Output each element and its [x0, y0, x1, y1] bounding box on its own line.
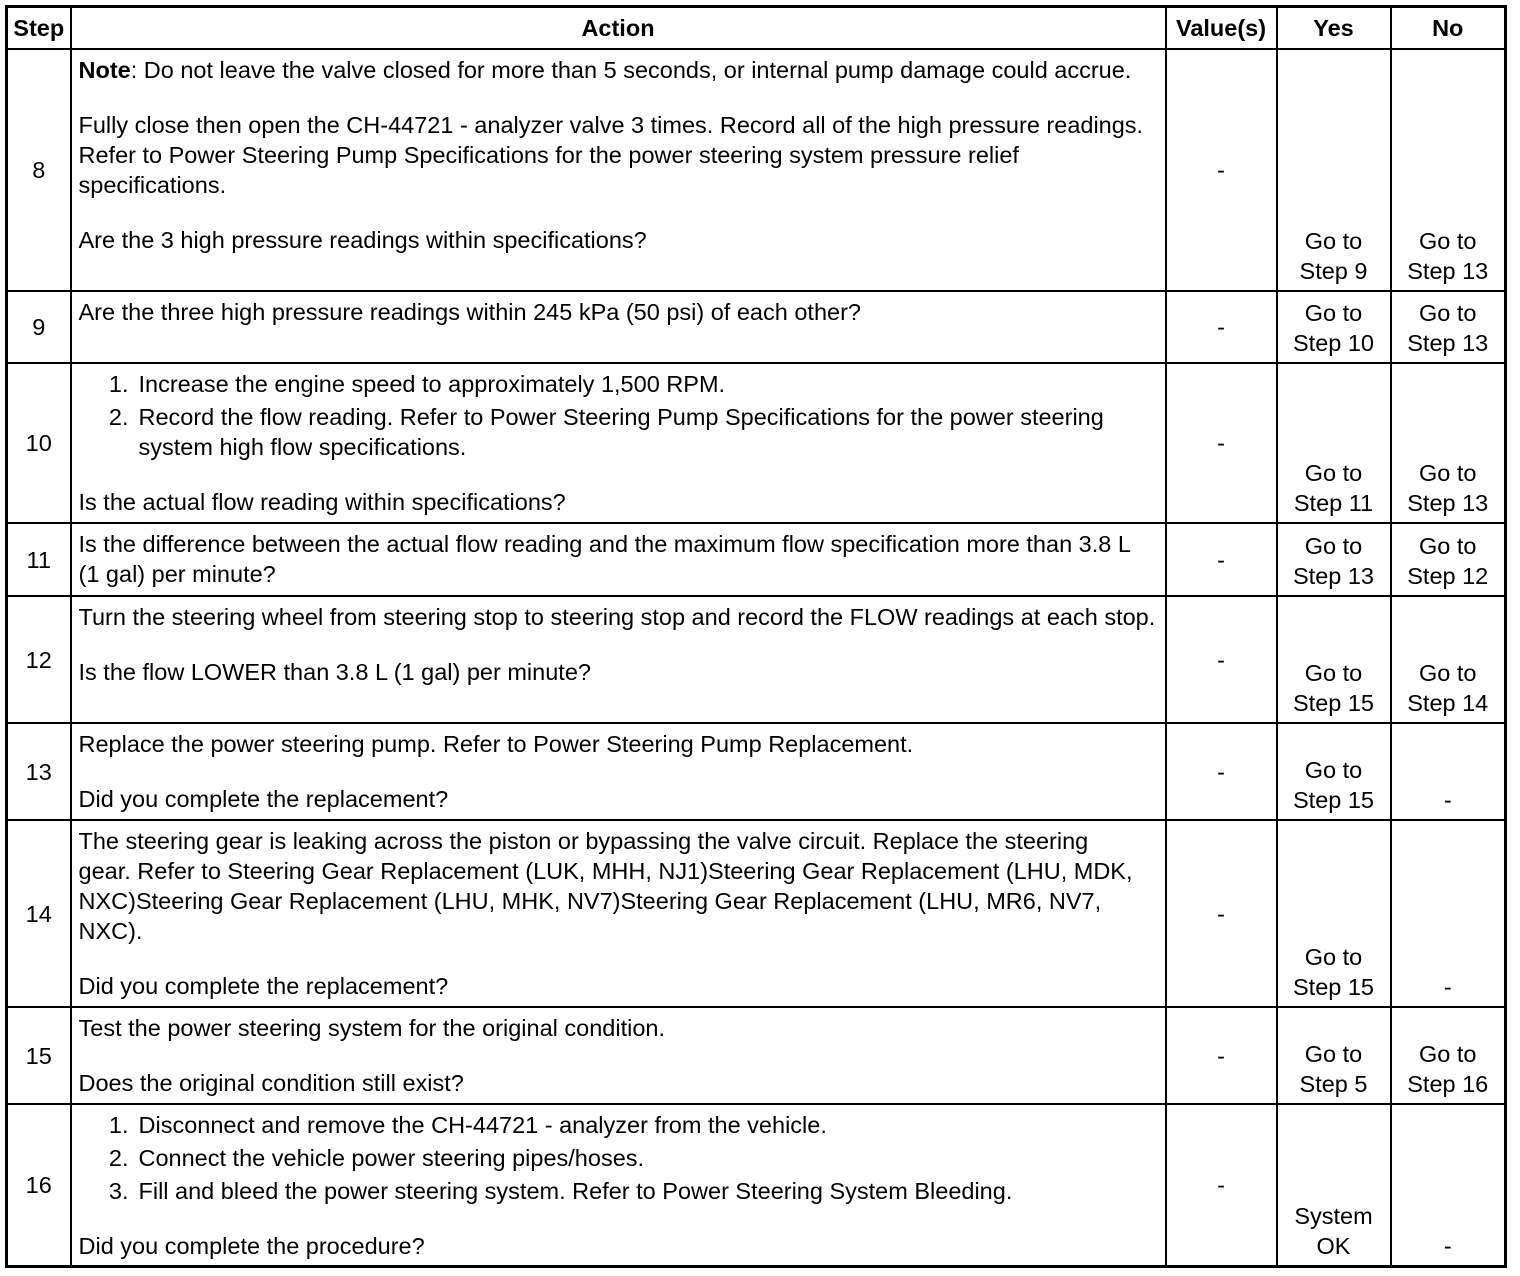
list-text: Increase the engine speed to approximately 1,500 RPM.	[138, 371, 726, 397]
yes-text: Go to Step 5	[1299, 1041, 1368, 1097]
yes-text: Go to Step 15	[1292, 660, 1374, 716]
instruction-text: Test the power steering system for the original condition.	[78, 1015, 665, 1041]
question-text: Did you complete the replacement?	[78, 786, 449, 812]
numbered-list	[79, 1110, 1157, 1206]
list-item	[79, 1176, 1157, 1206]
value-cell: -	[1166, 1007, 1277, 1104]
yes-text: System OK	[1294, 1203, 1373, 1259]
no-cell: -	[1391, 1104, 1506, 1267]
action-cell	[71, 291, 1166, 363]
action-cell	[71, 523, 1166, 596]
yes-cell	[1277, 1007, 1391, 1104]
table-row	[7, 49, 1506, 291]
instruction-text: Replace the power steering pump. Refer to Power Steering Pump Replacement.	[78, 731, 914, 757]
yes-text: Go to Step 9	[1299, 228, 1368, 284]
list-text: Fill and bleed the power steering system. Refer to Power Steering System Bleeding.	[138, 1178, 1013, 1204]
table-row	[7, 1007, 1506, 1104]
list-number: 1.	[108, 1112, 129, 1138]
table-row	[7, 291, 1506, 363]
no-text: Go to Step 13	[1407, 300, 1489, 356]
value-cell: -	[1166, 523, 1277, 596]
step-number: 8	[7, 49, 71, 291]
yes-text: Go to Step 10	[1292, 300, 1374, 356]
header-values: Value(s)	[1166, 7, 1277, 50]
question-text: Did you complete the procedure?	[78, 1233, 425, 1259]
question-text: Are the three high pressure readings within 245 kPa (50 psi) of each other?	[78, 299, 861, 325]
yes-cell	[1277, 596, 1391, 723]
note	[79, 55, 1157, 85]
no-cell	[1391, 363, 1506, 523]
header-row	[7, 7, 1506, 50]
table-row	[7, 723, 1506, 820]
step-number: 12	[7, 596, 71, 723]
question-text: Is the flow LOWER than 3.8 L (1 gal) per minute?	[78, 659, 591, 685]
yes-cell	[1277, 363, 1391, 523]
yes-cell	[1277, 820, 1391, 1007]
yes-cell	[1277, 523, 1391, 596]
value-cell: -	[1166, 363, 1277, 523]
action-cell	[71, 363, 1166, 523]
no-cell: -	[1391, 723, 1506, 820]
list-number: 2.	[108, 1145, 129, 1171]
action-cell	[71, 596, 1166, 723]
header-yes: Yes	[1277, 7, 1391, 50]
action-cell	[71, 1007, 1166, 1104]
action-cell	[71, 49, 1166, 291]
question-text: Are the 3 high pressure readings within specifications?	[78, 227, 647, 253]
table-row	[7, 1104, 1506, 1267]
list-text: Disconnect and remove the CH-44721 - analyzer from the vehicle.	[138, 1112, 827, 1138]
step-number: 10	[7, 363, 71, 523]
list-item	[79, 402, 1157, 462]
yes-text: Go to Step 15	[1292, 944, 1374, 1000]
no-cell	[1391, 1007, 1506, 1104]
note-label: Note	[78, 57, 131, 83]
value-cell: -	[1166, 723, 1277, 820]
yes-cell	[1277, 49, 1391, 291]
list-item	[79, 369, 1157, 399]
header-action: Action	[71, 7, 1166, 50]
action-cell	[71, 1104, 1166, 1267]
no-text: Go to Step 13	[1407, 460, 1489, 516]
header-no: No	[1391, 7, 1506, 50]
step-number: 15	[7, 1007, 71, 1104]
no-text: Go to Step 14	[1407, 660, 1489, 716]
table-row	[7, 363, 1506, 523]
no-cell	[1391, 523, 1506, 596]
question-text: Did you complete the replacement?	[78, 973, 449, 999]
instruction-text: The steering gear is leaking across the piston or bypassing the valve circuit. Replace the steering gear. Refer to Steering Gear Replacement (LUK, MHH, NJ1)Steering Gear Replacement (LHU, MDK, NXC)Steering Gear Replacement (LHU, MHK, NV7)Steering Gear Replacement (LHU, MR6, NV7, NXC).	[78, 828, 1133, 944]
step-number: 11	[7, 523, 71, 596]
yes-cell	[1277, 291, 1391, 363]
no-cell	[1391, 49, 1506, 291]
table-row	[7, 596, 1506, 723]
list-number: 3.	[108, 1178, 129, 1204]
step-number: 16	[7, 1104, 71, 1267]
table-row	[7, 523, 1506, 596]
yes-text: Go to Step 13	[1292, 533, 1374, 589]
no-text: Go to Step 12	[1407, 533, 1489, 589]
diagnostic-table	[5, 5, 1507, 1268]
instruction-text: Turn the steering wheel from steering stop to steering stop and record the FLOW readings at each stop.	[78, 604, 1156, 630]
table-row	[7, 820, 1506, 1007]
question-text: Is the actual flow reading within specifications?	[78, 489, 566, 515]
value-cell: -	[1166, 291, 1277, 363]
no-cell	[1391, 291, 1506, 363]
yes-text: Go to Step 11	[1293, 460, 1374, 516]
page	[5, 5, 1507, 1268]
no-cell	[1391, 596, 1506, 723]
list-text: Record the flow reading. Refer to Power Steering Pump Specifications for the power steering system high flow specifications.	[138, 404, 1104, 460]
list-number: 2.	[108, 404, 129, 430]
value-cell: -	[1166, 596, 1277, 723]
step-number: 13	[7, 723, 71, 820]
action-cell	[71, 723, 1166, 820]
value-cell: -	[1166, 49, 1277, 291]
value-cell: -	[1166, 1104, 1277, 1267]
no-cell: -	[1391, 820, 1506, 1007]
note-text: : Do not leave the valve closed for more than 5 seconds, or internal pump damage could accrue.	[130, 57, 1132, 83]
yes-cell	[1277, 723, 1391, 820]
yes-cell	[1277, 1104, 1391, 1267]
list-text: Connect the vehicle power steering pipes/hoses.	[138, 1145, 645, 1171]
step-number: 14	[7, 820, 71, 1007]
numbered-list	[79, 369, 1157, 462]
instruction-text: Fully close then open the CH-44721 - analyzer valve 3 times. Record all of the high pressure readings. Refer to Power Steering Pump Specifications for the power steering system pressure relief specifications.	[78, 112, 1144, 198]
header-step: Step	[7, 7, 71, 50]
question-text: Is the difference between the actual flow reading and the maximum flow specification more than 3.8 L (1 gal) per minute?	[78, 531, 1131, 587]
no-text: Go to Step 16	[1407, 1041, 1489, 1097]
list-item	[79, 1143, 1157, 1173]
list-number: 1.	[108, 371, 129, 397]
question-text: Does the original condition still exist?	[78, 1070, 464, 1096]
list-item	[79, 1110, 1157, 1140]
step-number: 9	[7, 291, 71, 363]
no-text: Go to Step 13	[1407, 228, 1489, 284]
value-cell: -	[1166, 820, 1277, 1007]
action-cell	[71, 820, 1166, 1007]
yes-text: Go to Step 15	[1292, 757, 1374, 813]
